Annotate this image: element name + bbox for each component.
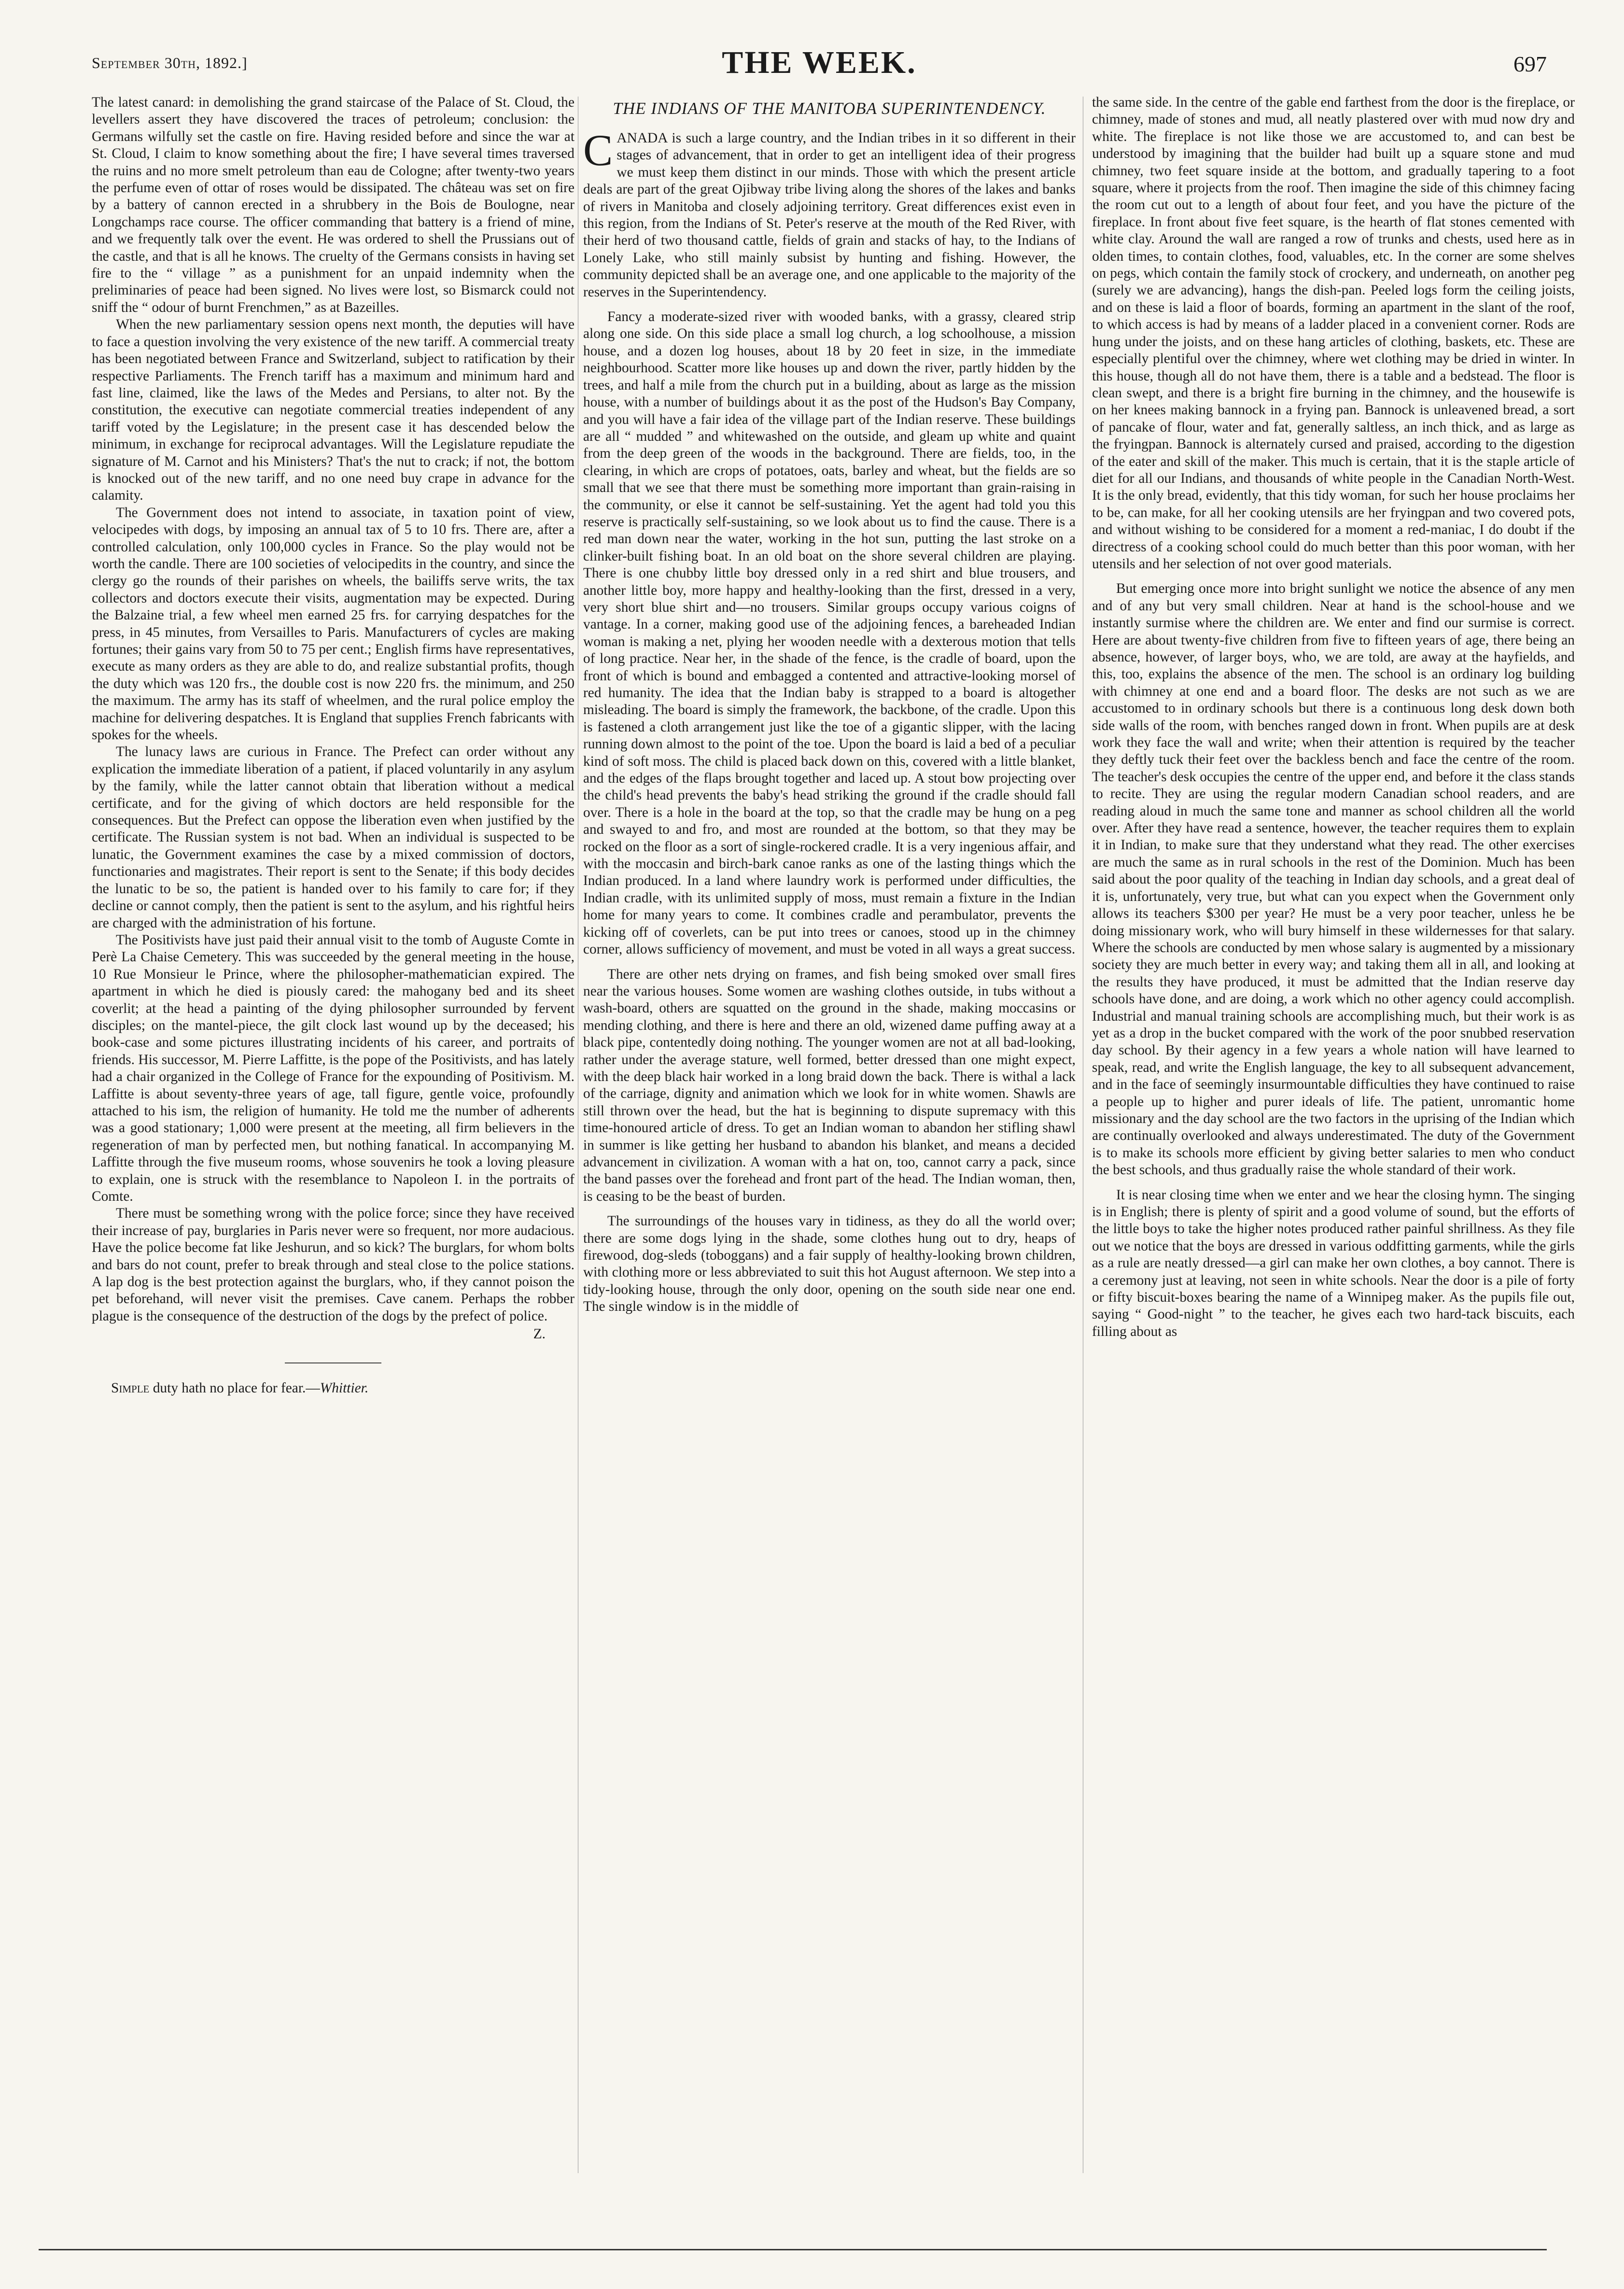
drop-cap: C [583,126,613,175]
paragraph: The latest canard: in demolishing the grand staircase of the Palace of St. Cloud, the levellers assert they have discovered the traces of petroleum; conclusion: the Germans wilfully set the castle on fire. Having resided before and since the war at St. Cloud, I claim to know something about the fire; I have several times traversed the ruins and no more smelt petroleum than eau de Cologne; after twenty-two years the perfume even of ottar of roses would be dissipated. The château was set on fire by a battery of cannon erected in a shrubbery in the Bois de Boulogne, near Longchamps race course. The officer commanding that battery is a friend of mine, and we frequently talk over the event. He was ordered to shell the Prussians out of the castle, and that is all he knows. The cruelty of the Germans consists in having set fire to the “ village ” as a punishment for an unpaid indemnity when the preliminaries of peace had been signed. No lives were lost, so Bismarck could not sniff the “ odour of burnt Frenchmen,” as at Bazeilles. [92,95,574,315]
paragraph: The Positivists have just paid their annual visit to the tomb of Auguste Comte in Perè La Chaise Cemetery. This was succeeded by the general meeting in the house, 10 Rue Monsieur le Prince, where the philosopher-mathematician expired. The apartment in which he died is piously cared: the mahogany bed and its sheet coverlit; at the head a painting of the dying philosopher surrounded by fervent disciples; on the mantel-piece, the gilt clock last wound up by the deceased; his book-case and some pictures illustrating incidents of his career, and portraits of friends. His successor, M. Pierre Laffitte, is the pope of the Positivists, and has lately had a chair organized in the College of France for the expounding of Positivism. M. Laffitte is about seventy-three years of age, tall figure, gentle voice, profoundly attached to his ism, the religion of humanity. He told me the number of adherents was a good stationary; 1,000 were present at the meeting, all firm believers in the regeneration of man by perfected men, but nothing fanatical. In accompanying M. Laffitte through the five museum rooms, whose souvenirs he took a loving pleasure to explain, one is struck with the resemblance to Napoleon I. in the portraits of Comte. [92,932,574,1204]
column-1 [92,94,574,2178]
lead-paragraph [583,126,1076,301]
page-bottom-rule [39,2249,1547,2250]
paragraph: But emerging once more into bright sunlight we notice the absence of any men and of any but very small children. Near at hand is the school-house and we instantly surmise where the children are. We enter and find our surmise is correct. Here are about twenty-five children from five to fifteen years of age, there being an absence, however, of larger boys, who, we are told, are away at the hayfields, and this, too, explains the absence of the men. The school is an ordinary log building with chimney at one end and a board floor. The desks are not such as we are accustomed to in ordinary schools but there is a continuous long desk down both side walls of the room, with benches ranged down in front. When pupils are at desk work they face the wall and write; when their attention is required by the teacher they deftly tuck their feet over the backless bench and face the centre of the room. The teacher's desk occupies the centre of the upper end, and before it the class stands to recite. They are using the regular modern Canadian school readers, and are reading aloud in much the same tone and manner as school children all the world over. After they have read a sentence, however, the teacher requires them to explain it in Indian, to make sure that they understand what they read. The other exercises are much the same as in rural schools in the rest of the Dominion. Much has been said about the poor quality of the teaching in Indian day schools, and a great deal of it is, unfortunately, very true, but what can you expect when the Government only allows its teachers $300 per year? He must be a very poor teacher, unless he be doing missionary work, who will bury himself in these wildernesses for that salary. Where the schools are conducted by men whose salary is augmented by a missionary society they are much better in every way; and taking them all in all, and looking at the results they have produced, it must be admitted that the Indian reserve day schools have done, and are doing, a work which no other agency could accomplish. Industrial and manual training schools are accomplishing much, but their work is as yet as a drop in the bucket compared with the work of the poor snubbed reservation day school. By their agency in a few years a whole nation will have learned to speak, read, and write the English language, the key to all subsequent advancement, and in the face of seemingly insurmountable difficulties they have continued to raise a people up to higher and purer ideals of life. The patient, unromantic home missionary and the day school are the two factors in the uprising of the Indian which are continually overlooked and always underestimated. The duty of the Government is to make its schools more efficient by giving better salaries to men who conduct the best schools, and thus gradually raise the whole standard of their work. [1092,581,1575,1178]
column-3 [1092,94,1575,2178]
quote-author: Whittier. [320,1380,369,1396]
paragraph: The surroundings of the houses vary in tidiness, as they do all the world over; there are some dogs lying in the shade, some clothes hung out to dry, heaps of firewood, dog-sleds (toboggans) and a fair supply of healthy-looking brown children, with clothing more or less abbreviated to suit this hot August afternoon. We step into a tidy-looking house, through the only door, opening on the south side near one end. The single window is in the middle of [583,1213,1076,1315]
paragraph: The Government does not intend to associate, in taxation point of view, velocipedes with dogs, by imposing an annual tax of 5 to 10 frs. There are, after a controlled calculation, only 100,000 cycles in France. So the play would not be worth the candle. There are 100 societies of velocipedits in the country, and since the clergy go the rounds of their parishes on wheels, the bailiffs serve writs, the tax collectors and doctors execute their visits, augmentation may be expected. During the Balzaine trial, a few wheel men earned 25 frs. for carrying despatches for the press, in 45 minutes, from Versailles to Paris. Manufacturers of cycles are making fortunes; their gains vary from 50 to 75 per cent.; English firms have representatives, execute as many orders as they are able to do, and realize substantial profits, though the duty which was 120 frs., the double cost is now 220 frs. the minimum, and 250 the maximum. The army has its staff of wheelmen, and the rural police employ the machine for delivering despatches. It is England that supplies French fabricants with spokes for the wheels. [92,505,574,743]
column-2 [583,94,1076,2178]
page-number: 697 [1513,52,1547,76]
lead-text: ANADA is such a large country, and the Indian tribes in it so different in their stages of advancement, that in order to get an intelligent idea of their progress we must keep them distinct in our minds. Those with which the present article deals are part of the great Ojibway tribe living along the shores of the lakes and banks of rivers in Manitoba and closely adjoining territory. Great differences exist even in this region, from the Indians of St. Peter's reserve at the mouth of the Red River, with their herd of two thousand cattle, fields of grain and stacks of hay, to the Indians of Lonely Lake, who still mainly subsist by hunting and fishing. However, the community depicted shall be an average one, and one applicable to the majority of the reserves in the Superintendency. [583,130,1076,300]
article-title: THE INDIANS OF THE MANITOBA SUPERINTENDENCY. [613,99,1046,118]
section-divider [285,1362,381,1363]
paragraph: Fancy a moderate-sized river with wooded banks, with a grassy, cleared strip along one side. On this side place a small log church, a log schoolhouse, a mission house, and a dozen log houses, about 18 by 20 feet in size, in the immediate neighbourhood. Scatter more like houses up and down the river, partly hidden by the trees, and half a mile from the church put in a building, about as large as the mission house, with a number of buildings about it as the post of the Hudson's Bay Company, and you will have a fair idea of the village part of the Indian reserve. These buildings are all “ mudded ” and whitewashed on the outside, and gleam up white and quaint from the deep green of the woods in the background. There are fields, too, in the clearing, in which are crops of potatoes, oats, barley and wheat, but the fields are so small that we see that there must be something more important than grain-raising in the community, or else it cannot be self-sustaining. Yet the agent had told you this reserve is practically self-sustaining, so we look about us to find the cause. There is a red man down near the water, working in the hot sun, putting the last stroke on a clinker-built fishing boat. In an old boat on the shore several children are playing. There is one chubby little boy dressed only in a red shirt and blue trousers, and another little boy, more happy and healthy-looking than the first, dressed in a very, very short blue shirt and—no trousers. Similar groups occupy various coigns of vantage. In a corner, making good use of the adjoining fences, a bareheaded Indian woman is making a net, plying her wooden needle with a dexterous motion that tells of long practice. Near her, in the shade of the fence, is the cradle of board, upon the front of which is bound and embagged a contented and attractive-looking morsel of red humanity. The idea that the Indian baby is strapped to a board is altogether misleading. The board is simply the framework, the backbone, of the cradle. Upon this is fastened a cloth arrangement just like the toe of a gigantic slipper, with the lacing running down almost to the point of the toe. Upon the board is laid a bed of a peculiar kind of soft moss. The child is placed back down on this, covered with a little blanket, and the edges of the flaps brought together and laced up. A stout bow projecting over the child's head prevents the baby's head striking the ground if the cradle should fall over. There is a hole in the board at the top, so that the cradle may be hung on a peg and swayed to and fro, and most are rounded at the bottom, so that they may be rocked on the floor as a sort of single-rockered cradle. It is a very ingenious affair, and with the moccasin and birch-bark canoe ranks as one of the lasting things which the Indian produced. In a land where laundry work is performed under difficulties, the Indian cradle, with its unlimited supply of moss, must remain a fixture in the Indian home for many years to come. It combines cradle and perambulator, prevents the kicking off of coverlets, can be put into trees or canoes, stood up in the chimney corner, allows sufficiency of movement, and must be voted in all ways a great success. [583,309,1076,957]
quote-lead: Simple [111,1380,150,1396]
publication-title: THE WEEK. [722,45,917,80]
quote-text: duty hath no place for fear.— [149,1380,320,1396]
issue-date: September 30th, 1892.] [92,54,248,71]
epigraph-quote [111,1380,574,1397]
paragraph: There must be something wrong with the police force; since they have received their increase of pay, burglaries in Paris never were so frequent, nor more audacious. Have the police become fat like Jeshurun, and so kick? The burglars, for whom bolts and bars do not count, prefer to break through and steal close to the police stations. A lap dog is the best protection against the burglars, who, if they cannot poison the pet beforehand, will never visit the premises. Cave canem. Perhaps the robber plague is the consequence of the destruction of the dogs by the prefect of police. [92,1206,574,1324]
paragraph: It is near closing time when we enter and we hear the closing hymn. The singing is in English; there is plenty of spirit and a good volume of sound, but the efforts of the little boys to take the higher notes produced rather painful shrillness. As they file out we notice that the boys are dressed in various oddfitting garments, while the girls as a rule are neatly dressed—a girl can make her own clothes, a boy cannot. There is a ceremony just at leaving, not seen in white schools. Near the door is a pile of forty or fifty biscuit-boxes bearing the name of a Winnipeg maker. As the pupils file out, saying “ Good-night ” to the teacher, he gives each two hard-tack biscuits, each filling about as [1092,1187,1575,1339]
paragraph: the same side. In the centre of the gable end farthest from the door is the fireplace, or chimney, made of stones and mud, all neatly plastered over with mud now dry and white. The fireplace is not like those we are accustomed to, and can best be understood by imagining that the builder had built up a square stone and mud chimney, two feet square inside at the bottom, and gradually tapering to a foot square, where it projects from the roof. Then imagine the side of this chimney facing the room cut out to a length of about four feet, and you have the picture of the fireplace. In front about five feet square, is the hearth of flat stones cemented with white clay. Around the wall are ranged a row of trunks and chests, used here as in olden times, to contain clothes, food, valuables, etc. In the corner are some shelves on pegs, which contain the family stock of crockery, and underneath, on another peg (surely we are advancing), hangs the dish-pan. Peeled logs form the ceiling joists, and on these is laid a floor of boards, forming an apartment in the slant of the roof, to which access is had by means of a ladder placed in a convenient corner. Rods are hung under the joists, and on these hang articles of clothing, baskets, etc. These are especially plentiful over the chimney, where wet clothing may be dried in winter. In this house, though all do not have them, there is a table and a bedstead. The floor is clean swept, and there is a bright fire burning in the chimney, and the housewife is on her knees making bannock in a frying pan. Bannock is unleavened bread, a sort of pancake of flour, water and fat, generally saltless, an inch thick, and as large as the fryingpan. Bannock is alternately cursed and praised, according to the digestion of the eater and skill of the maker. This much is certain, that it is the staple article of diet for all our Indians, and thousands of white people in the Canadian North-West. It is the only bread, evidently, that this tidy woman, for such her house proclaims her to be, can make, for all her cooking utensils are her fryingpan and two covered pots, and without wishing to be considered for a moment a red-maniac, I do doubt if the directress of a cooking school could do much better than this poor woman, with her utensils and her selection of not over good materials. [1092,95,1575,572]
paragraph: The lunacy laws are curious in France. The Prefect can order without any explication the immediate liberation of a patient, if placed voluntarily in any asylum by the family, while the latter cannot obtain that liberation without a medical certificate, and for the giving of which doctors are held responsible for the consequences. But the Prefect can oppose the liberation even when justified by the certificate. The Russian system is not bad. When an individual is suspected to be lunatic, the Government examines the case by a mixed commission of doctors, functionaries and magistrates. Their report is sent to the Senate; if this body decides the lunatic to be so, the patient is handed over to his family to care for; if they decline or cannot comply, then the patient is sent to the asylum, and his rightful heirs are charged with the administration of his fortune. [92,744,574,931]
signature: Z. [533,1326,546,1342]
paragraph: When the new parliamentary session opens next month, the deputies will have to face a question involving the very existence of the new tariff. A commercial treaty has been negotiated between France and Switzerland, subject to ratification by their respective Parliaments. The French tariff has a maximum and minimum hard and fast line, claimed, like the laws of the Medes and Persians, to alter not. By the constitution, the executive can negotiate commercial treaties independent of any tariff voted by the Legislature; in the present case it has descended below the minimum, in exchange for reciprocal advantages. Will the Legislature repudiate the signature of M. Carnot and his Ministers? That's the nut to crack; if not, the bottom is knocked out of the new tariff, and no one need buy crape in advance for the calamity. [92,317,574,504]
masthead [92,44,1547,83]
paragraph: There are other nets drying on frames, and fish being smoked over small fires near the various houses. Some women are washing clothes outside, in tubs without a wash-board, others are squatted on the ground in the shade, making moccasins or mending clothing, and there is here and there an old, wizened dame puffing away at a black pipe, contentedly doing nothing. The younger women are not at all bad-looking, rather under the average stature, well formed, better dressed than one might expect, with the deep black hair worked in a long braid down the back. There is withal a lack of the carriage, dignity and animation which we look for in white women. Shawls are still thrown over the head, but the hat is beginning to dispute supremacy with this time-honoured article of dress. To get an Indian woman to abandon her stifling shawl in summer is like getting her husband to abandon his blanket, and means a decided advancement in civilization. A woman with a hat on, too, cannot carry a pack, since the band passes over the forehead and front part of the head. The Indian woman, then, is ceasing to be the beast of burden. [583,966,1076,1204]
